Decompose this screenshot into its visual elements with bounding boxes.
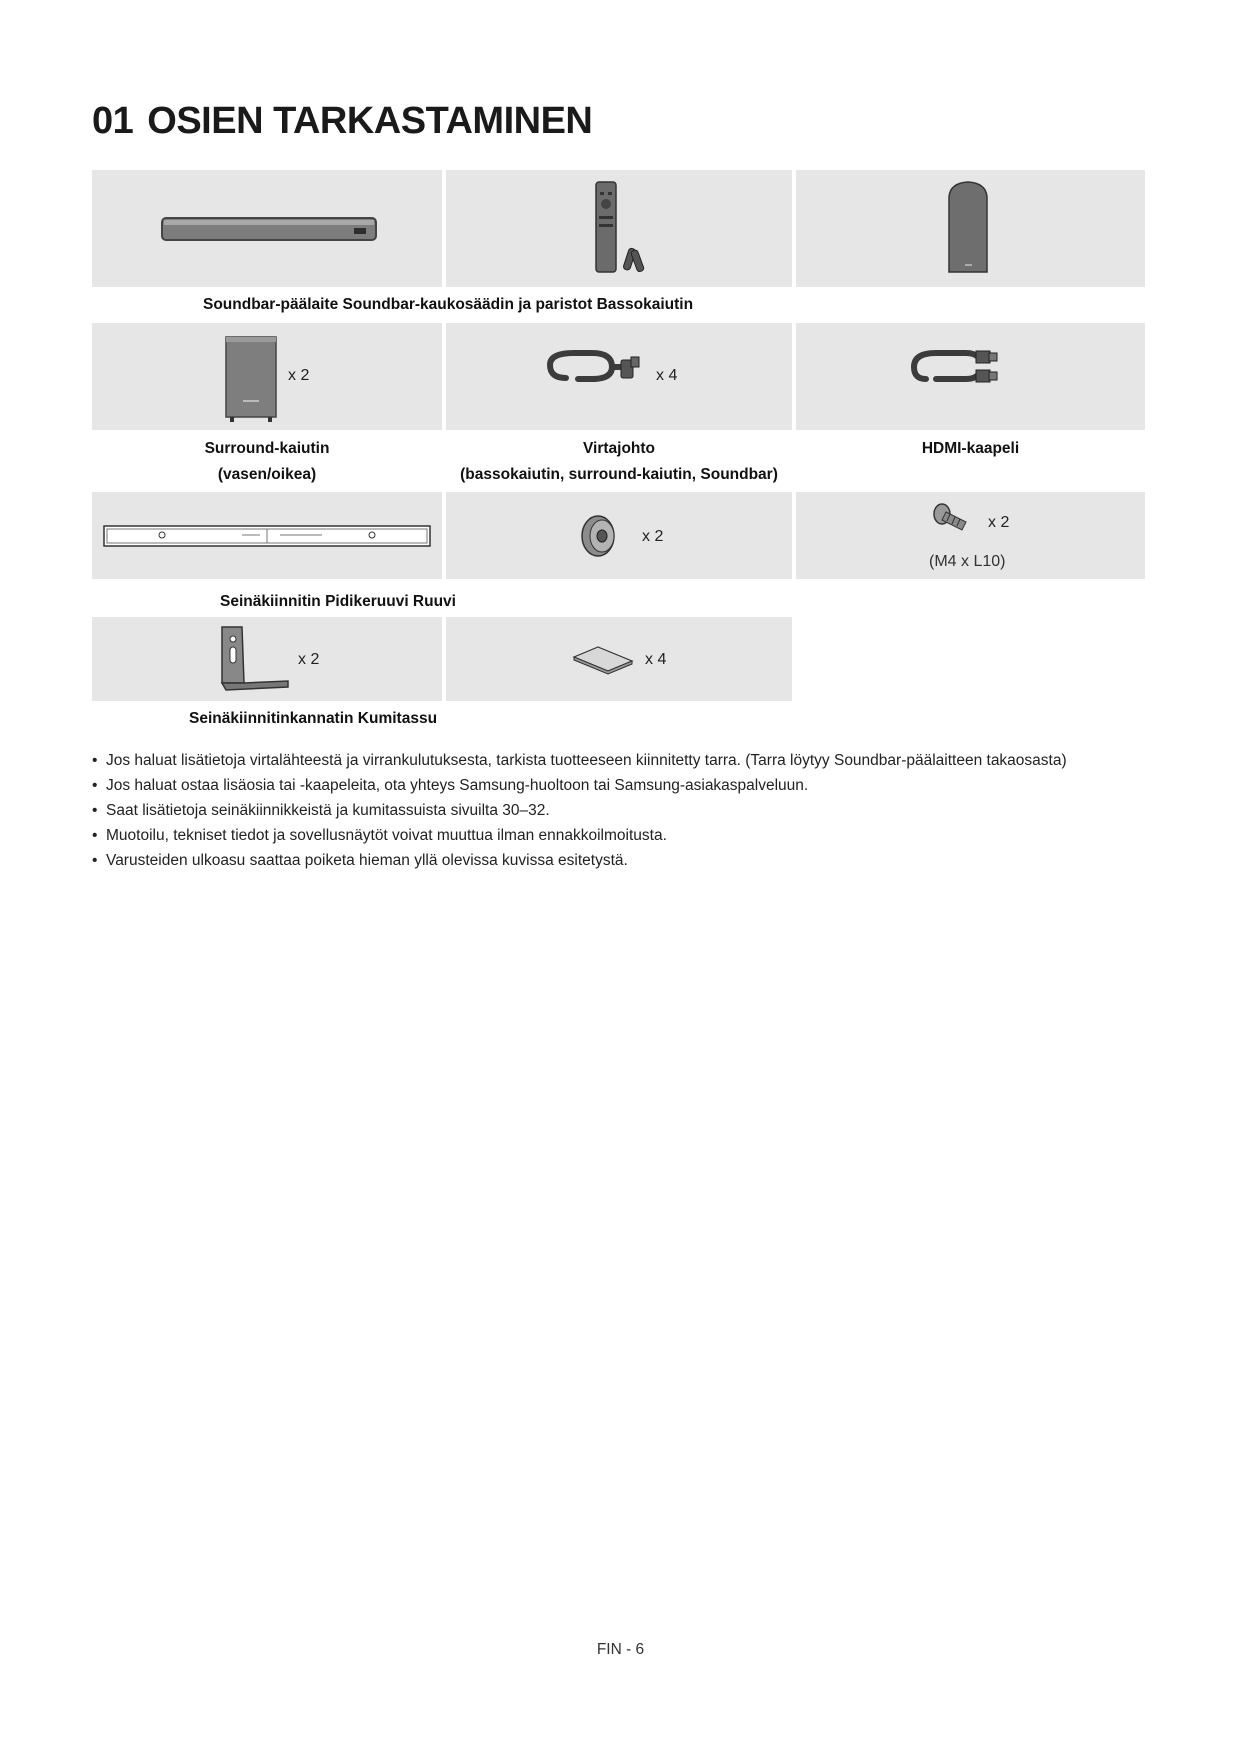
- surround-speaker-image: [92, 323, 442, 430]
- power-cord-label-line1: Virtajohto: [582, 440, 656, 457]
- screw-size-note: (M4 x L10): [929, 553, 1006, 570]
- hdmi-cable-cell: [796, 323, 1145, 430]
- power-cord-cell: [446, 323, 792, 430]
- bracket-cell: [92, 617, 442, 701]
- note-item: • Jos haluat ostaa lisäosia tai -kaapeleita, ota yhteys Samsung-huoltoon tai Samsung-asiakaspalveluun.: [92, 773, 1067, 798]
- page-number: FIN - 6: [596, 1641, 645, 1658]
- hdmi-label: HDMI-kaapeli: [921, 440, 1020, 457]
- subwoofer-cell: [796, 170, 1145, 287]
- page-title: [92, 100, 592, 143]
- surround-label-line2: (vasen/oikea): [217, 466, 317, 483]
- surround-label-line1: Surround-kaiutin: [204, 440, 330, 457]
- power-cord-label: [446, 436, 792, 488]
- wall-bracket-image: [92, 617, 442, 701]
- row3-caption: Seinäkiinnitin Pidikeruuvi Ruuvi: [220, 593, 456, 610]
- rubber-pad-cell: [446, 617, 792, 701]
- screw-cell: [796, 492, 1145, 579]
- row1-caption: Soundbar-päälaite Soundbar-kaukosäädin ja paristot Bassokaiutin: [203, 296, 694, 313]
- wall-mount-cell: [92, 492, 442, 579]
- remote-and-batteries-image: [446, 170, 792, 287]
- note-item: • Saat lisätietoja seinäkiinnikkeistä ja kumitassuista sivuilta 30–32.: [92, 798, 1067, 823]
- power-cord-quantity: x 4: [656, 367, 678, 384]
- remote-cell: [446, 170, 792, 287]
- hdmi-cable-image: [796, 323, 1145, 430]
- holder-screw-image: [446, 492, 792, 579]
- wall-mount-guide-image: [92, 492, 442, 579]
- holder-screw-cell: [446, 492, 792, 579]
- row4-caption: Seinäkiinnitinkannatin Kumitassu: [189, 710, 438, 727]
- note-item: • Muotoilu, tekniset tiedot ja sovellusnäytöt voivat muuttua ilman ennakkoilmoitusta.: [92, 823, 1067, 848]
- soundbar-image: [92, 170, 442, 287]
- holder-screw-quantity: x 2: [642, 528, 664, 545]
- power-cord-image: [446, 323, 792, 430]
- power-cord-label-line2: (bassokaiutin, surround-kaiutin, Soundbar): [460, 466, 778, 483]
- notes-list: [92, 748, 1067, 873]
- subwoofer-image: [796, 170, 1145, 287]
- section-number: 01: [92, 100, 134, 142]
- note-item: • Jos haluat lisätietoja virtalähteestä ja virrankulutuksesta, tarkista tuotteeseen kiinnitetty tarra. (Tarra löytyy Soundbar-päälaitteen takaosasta): [92, 748, 1067, 773]
- note-item: • Varusteiden ulkoasu saattaa poiketa hieman yllä olevissa kuvissa esitetystä.: [92, 848, 1067, 873]
- soundbar-cell: [92, 170, 442, 287]
- bracket-quantity: x 2: [298, 651, 320, 668]
- rubber-pad-image: [446, 617, 792, 701]
- surround-speaker-cell: [92, 323, 442, 430]
- screw-quantity: x 2: [988, 514, 1010, 531]
- section-title: OSIEN TARKASTAMINEN: [147, 100, 593, 142]
- surround-quantity: x 2: [288, 367, 310, 384]
- rubber-pad-quantity: x 4: [645, 651, 667, 668]
- surround-label: [92, 436, 442, 488]
